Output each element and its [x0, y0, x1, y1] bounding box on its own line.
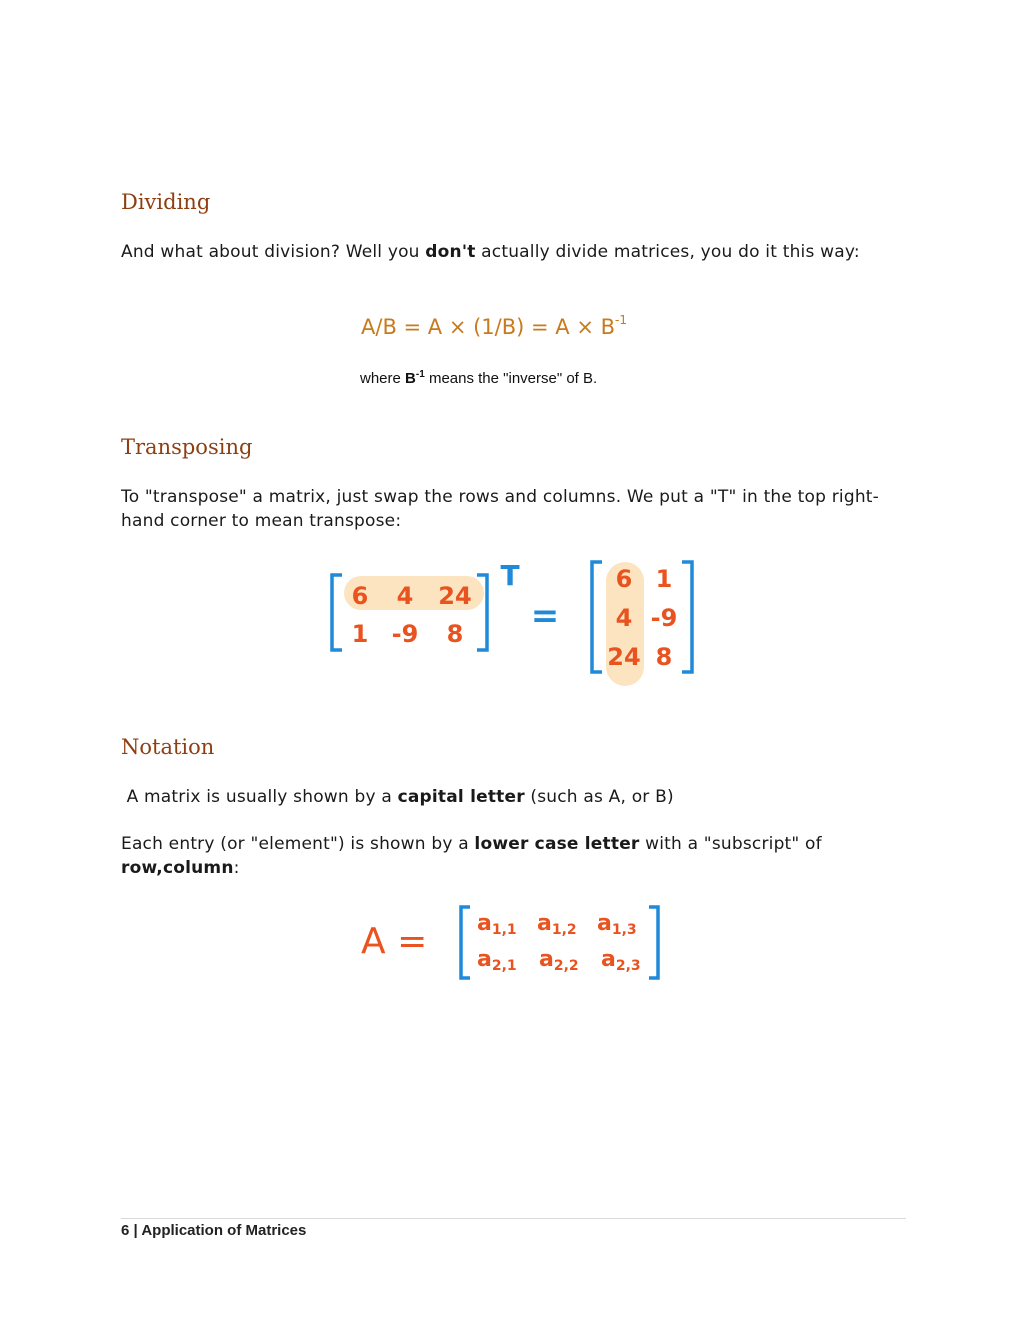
paragraph-transpose: To "transpose" a matrix, just swap the rows and columns. We put a "T" in the top right-hand corner to mean transpose:: [121, 487, 880, 531]
transpose-symbol: T: [500, 559, 520, 592]
paragraph-division: And what about division? Well you don't actually divide matrices, you do it this way:: [121, 242, 860, 262]
element: a1,2: [537, 911, 577, 938]
paragraph-lower-case: Each entry (or "element") is shown by a lower case letter with a "subscript" of row,column:: [121, 834, 822, 878]
notation-figure: [355, 900, 675, 990]
matrix-cell: -9: [650, 604, 678, 632]
matrix-cell: 8: [655, 643, 673, 671]
transpose-figure: [320, 555, 710, 690]
matrix-cell: 1: [351, 620, 369, 648]
matrix-cell: 1: [655, 565, 673, 593]
matrix-cell: 24: [607, 643, 641, 671]
element: a2,1: [477, 947, 517, 974]
element: a2,3: [601, 947, 641, 974]
equals-sign: =: [530, 596, 560, 636]
page-number: 6: [121, 1222, 130, 1239]
left-bracket-open: [332, 575, 342, 650]
matrix-cell: 8: [446, 620, 464, 648]
paragraph-capital-letter: A matrix is usually shown by a capital letter (such as A, or B): [121, 787, 674, 807]
matrix-cell: 4: [615, 604, 633, 632]
footer-divider: [121, 1218, 906, 1219]
element: a1,3: [597, 911, 637, 938]
document-title: Application of Matrices: [141, 1222, 307, 1239]
element: a2,2: [539, 947, 579, 974]
inverse-note: where $B^{-1}$ means the "inverse" of B.: [360, 369, 598, 387]
matrix-cell: 4: [396, 582, 414, 610]
matrix-name: A =: [361, 921, 428, 962]
matrix-cell: 6: [351, 582, 369, 610]
right-bracket-open: [592, 562, 602, 672]
right-bracket-close: [682, 562, 692, 672]
heading-dividing: Dividing: [121, 190, 211, 214]
element: a1,1: [477, 911, 517, 938]
footer-separator: |: [133, 1222, 138, 1239]
heading-notation: Notation: [121, 735, 215, 759]
heading-transposing: Transposing: [121, 435, 253, 459]
matrix-cell: 24: [438, 582, 472, 610]
page-footer: [121, 1222, 306, 1239]
division-formula: $A/B = A \times (1/B) = A \times B^{-1}$: [361, 313, 627, 339]
notation-bracket-close: [649, 907, 658, 978]
notation-bracket-open: [461, 907, 470, 978]
matrix-cell: -9: [391, 620, 419, 648]
matrix-cell: 6: [615, 565, 633, 593]
